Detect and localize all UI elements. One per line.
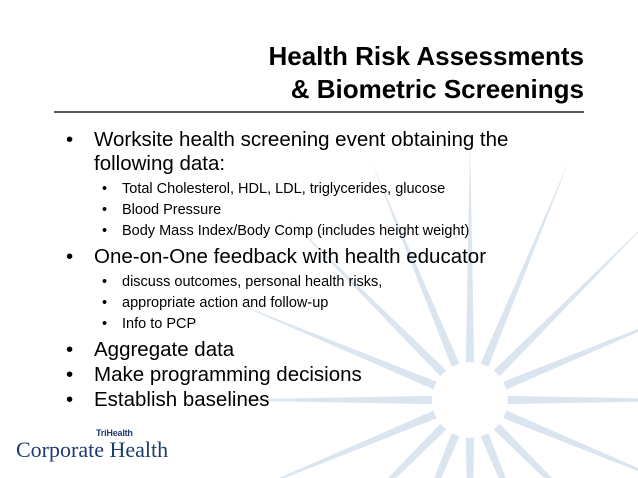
bullet-icon: • — [66, 388, 74, 411]
sub-bullet-text: discuss outcomes, personal health risks, — [122, 274, 383, 290]
sub-bullet-item — [62, 200, 582, 220]
bullet-text: Aggregate data — [94, 338, 235, 361]
bullet-icon: • — [102, 223, 108, 239]
bullet-text: Worksite health screening event obtaining the following data: — [94, 128, 509, 175]
corporate-health-logo-text: Corporate Health — [16, 437, 169, 462]
sub-bullet-text: Blood Pressure — [122, 202, 222, 218]
bullet-item — [62, 128, 582, 176]
sub-bullet-item — [62, 179, 582, 199]
star-ray — [494, 424, 638, 478]
bullet-icon: • — [102, 202, 108, 218]
sub-bullet-text: appropriate action and follow-up — [122, 295, 329, 311]
bullet-text: One-on-One feedback with health educator — [94, 245, 487, 268]
bullet-icon: • — [66, 245, 74, 268]
trihealth-logo-text: TriHealth — [96, 428, 133, 438]
bullet-icon: • — [102, 181, 108, 197]
slide-title — [268, 40, 584, 106]
sub-bullet-item — [62, 314, 582, 334]
bullet-item — [62, 245, 582, 269]
title-line-1: Health Risk Assessments — [268, 41, 584, 71]
bullet-icon: • — [102, 295, 108, 311]
sub-bullet-item — [62, 293, 582, 313]
sub-bullet-text: Info to PCP — [122, 316, 197, 332]
sub-bullet-list — [62, 272, 582, 334]
star-ray — [466, 438, 474, 478]
sub-bullet-item — [62, 272, 582, 292]
bullet-icon: • — [66, 128, 74, 151]
sub-bullet-text: Total Cholesterol, HDL, LDL, triglycerides, glucose — [122, 181, 446, 197]
bullet-text: Make programming decisions — [94, 363, 362, 386]
star-ray — [503, 411, 638, 478]
title-line-2: & Biometric Screenings — [290, 74, 584, 104]
bullet-text: Establish baselines — [94, 388, 270, 411]
title-divider — [54, 111, 584, 113]
star-ray — [286, 424, 446, 478]
bullet-icon: • — [102, 316, 108, 332]
sub-bullet-text: Body Mass Index/Body Comp (includes height weight) — [122, 223, 470, 239]
bullet-list — [62, 128, 582, 413]
bullet-item — [62, 363, 582, 387]
sub-bullet-list — [62, 179, 582, 241]
bullet-item — [62, 388, 582, 412]
bullet-icon: • — [102, 274, 108, 290]
sub-bullet-item — [62, 221, 582, 241]
bullet-icon: • — [66, 363, 74, 386]
bullet-item — [62, 338, 582, 362]
bullet-icon: • — [66, 338, 74, 361]
